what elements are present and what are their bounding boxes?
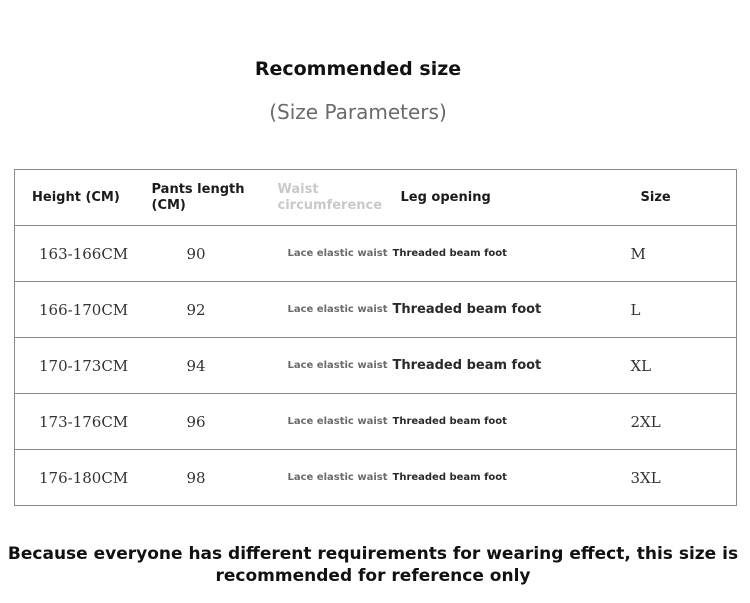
- cell-waist: Lace elastic waist: [258, 338, 389, 394]
- cell-size: 2XL: [611, 394, 737, 450]
- cell-waist: Lace elastic waist: [258, 226, 389, 282]
- cell-size: 3XL: [611, 450, 737, 506]
- header-height: Height (CM): [15, 170, 144, 226]
- cell-height: 163-166CM: [15, 226, 144, 282]
- table-row: [15, 394, 737, 450]
- cell-pants-length: 92: [144, 282, 258, 338]
- header-leg-opening: Leg opening: [389, 170, 611, 226]
- cell-leg-opening: Threaded beam foot: [389, 394, 611, 450]
- cell-leg-opening: Threaded beam foot: [389, 338, 611, 394]
- header-size: Size: [611, 170, 737, 226]
- table-row: [15, 282, 737, 338]
- page-subtitle: (Size Parameters): [269, 100, 447, 124]
- size-table: [14, 169, 737, 506]
- cell-waist: Lace elastic waist: [258, 282, 389, 338]
- cell-height: 166-170CM: [15, 282, 144, 338]
- cell-pants-length: 98: [144, 450, 258, 506]
- cell-size: L: [611, 282, 737, 338]
- table-row: [15, 338, 737, 394]
- cell-size: XL: [611, 338, 737, 394]
- cell-leg-opening: Threaded beam foot: [389, 226, 611, 282]
- table-row: [15, 450, 737, 506]
- disclaimer-text: Because everyone has different requirements for wearing effect, this size is recommended for reference only: [7, 544, 739, 586]
- cell-leg-opening: Threaded beam foot: [389, 450, 611, 506]
- cell-waist: Lace elastic waist: [258, 450, 389, 506]
- cell-pants-length: 90: [144, 226, 258, 282]
- cell-height: 173-176CM: [15, 394, 144, 450]
- table-header-row: [15, 170, 737, 226]
- cell-height: 176-180CM: [15, 450, 144, 506]
- table-row: [15, 226, 737, 282]
- cell-pants-length: 94: [144, 338, 258, 394]
- cell-pants-length: 96: [144, 394, 258, 450]
- cell-leg-opening: Threaded beam foot: [389, 282, 611, 338]
- cell-height: 170-173CM: [15, 338, 144, 394]
- cell-size: M: [611, 226, 737, 282]
- header-waist: Waist circumference: [258, 170, 389, 226]
- cell-waist: Lace elastic waist: [258, 394, 389, 450]
- page-title: Recommended size: [254, 58, 462, 80]
- header-pants-length: Pants length (CM): [144, 170, 258, 226]
